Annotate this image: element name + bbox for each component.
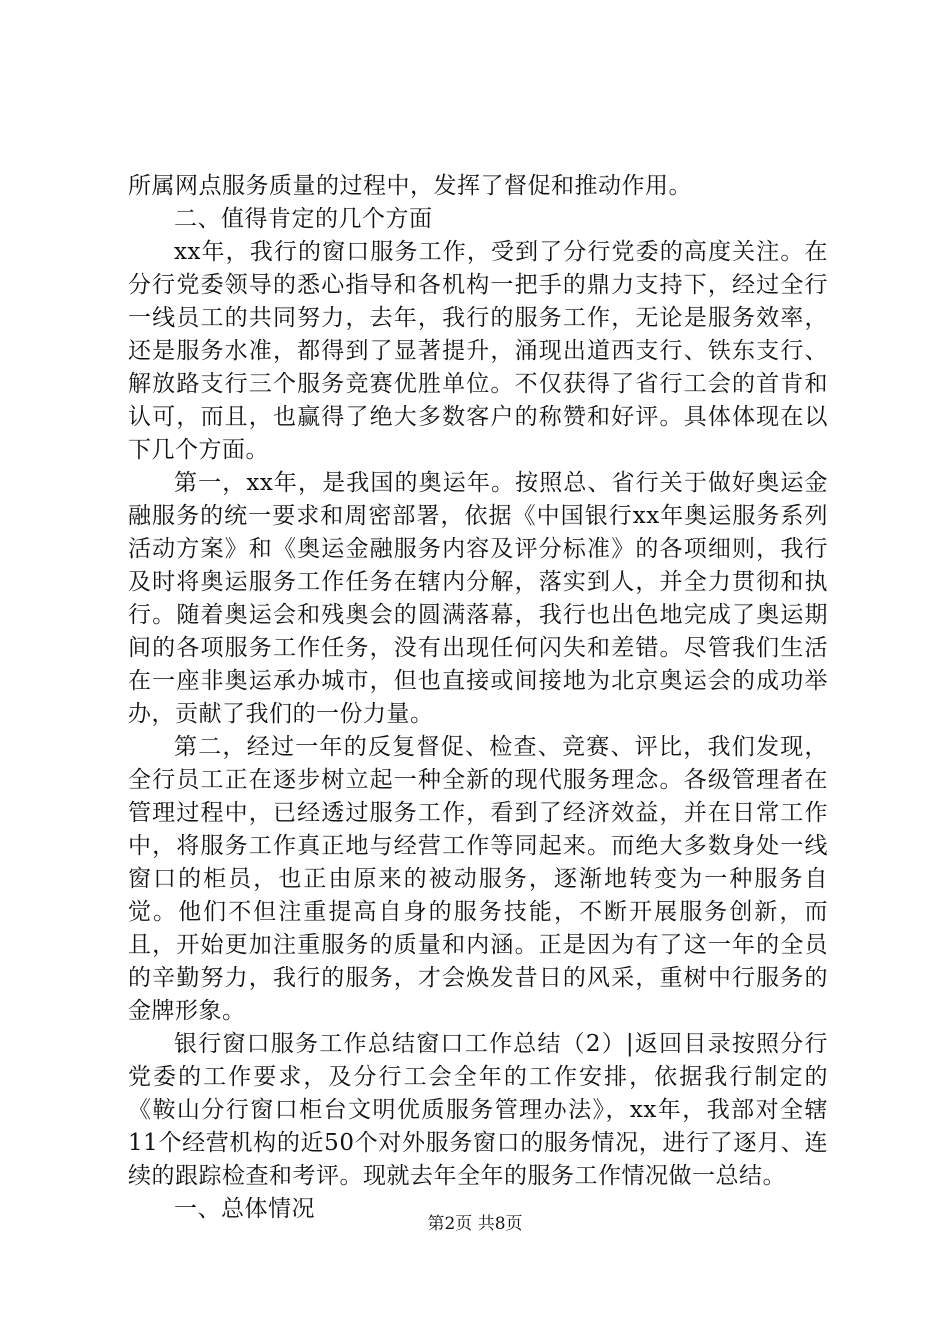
document-body [128,170,828,1226]
paragraph-summary-intro: 银行窗口服务工作总结窗口工作总结（2）|返回目录按照分行党委的工作要求，及分行工会全年的工作安排，依据我行制定的《鞍山分行窗口柜台文明优质服务管理办法》，xx年，我部对全辖11个经营机构的近50个对外服务窗口的服务情况，进行了逐月、连续的跟踪检查和考评。现就去年全年的服务工作情况做一总结。 [128,1031,828,1189]
section-heading-one: 一、总体情况 [174,1196,315,1222]
section-heading-two: 二、值得肯定的几个方面 [174,206,433,232]
page-number-footer: 第2页 共8页 [427,1214,523,1234]
paragraph-continuation: 所属网点服务质量的过程中，发挥了督促和推动作用。 [128,173,692,199]
paragraph-second-point: 第二，经过一年的反复督促、检查、竞赛、评比，我们发现，全行员工正在逐步树立起一种全新的现代服务理念。各级管理者在管理过程中，已经透过服务工作，看到了经济效益，并在日常工作中，将服务工作真正地与经营工作等同起来。而绝大多数身处一线窗口的柜员，也正由原来的被动服务，逐渐地转变为一种服务自觉。他们不但注重提高自身的服务技能，不断开展服务创新，而且，开始更加注重服务的质量和内涵。正是因为有了这一年的全员的辛勤努力，我行的服务，才会焕发昔日的风采，重树中行服务的金牌形象。 [128,734,828,1024]
paragraph-first-point: 第一，xx年，是我国的奥运年。按照总、省行关于做好奥运金融服务的统一要求和周密部署，依据《中国银行xx年奥运服务系列活动方案》和《奥运金融服务内容及评分标准》的各项细则，我行及时将奥运服务工作任务在辖内分解，落实到人，并全力贯彻和执行。随着奥运会和残奥会的圆满落幕，我行也出色地完成了奥运期间的各项服务工作任务，没有出现任何闪失和差错。尽管我们生活在一座非奥运承办城市，但也直接或间接地为北京奥运会的成功举办，贡献了我们的一份力量。 [128,470,828,727]
paragraph-overview: xx年，我行的窗口服务工作，受到了分行党委的高度关注。在分行党委领导的悉心指导和各机构一把手的鼎力支持下，经过全行一线员工的共同努力，去年，我行的服务工作，无论是服务效率，还是服务水准，都得到了显著提升，涌现出道西支行、铁东支行、解放路支行三个服务竞赛优胜单位。不仅获得了省行工会的首肯和认可，而且，也赢得了绝大多数客户的称赞和好评。具体体现在以下几个方面。 [128,239,828,463]
